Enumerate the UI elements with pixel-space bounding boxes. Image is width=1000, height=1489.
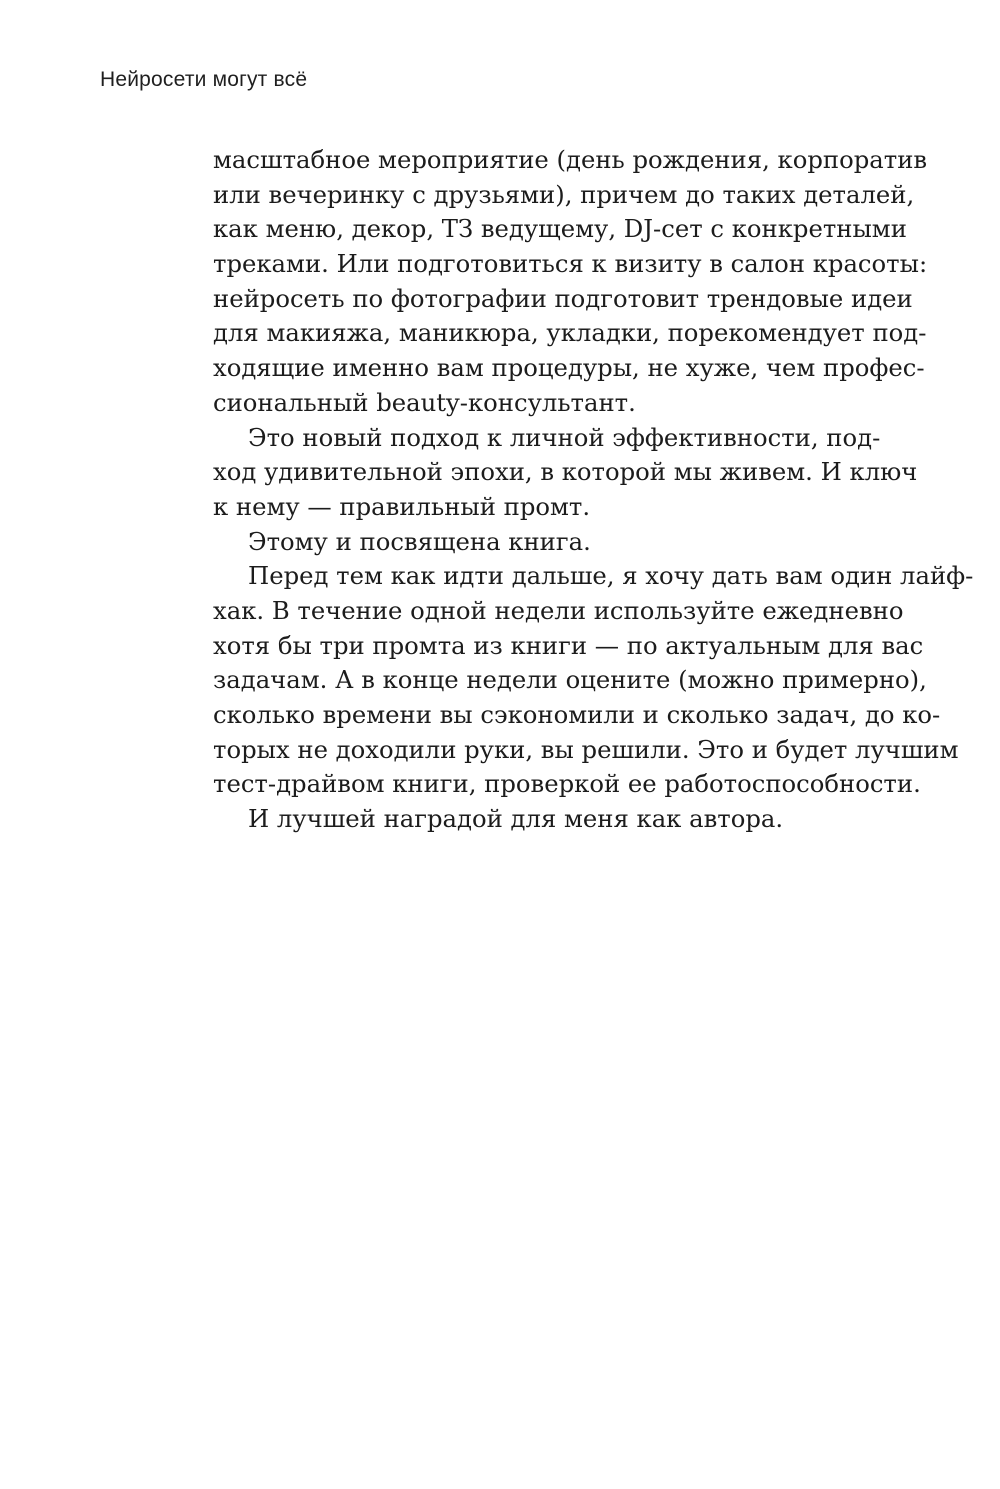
text-line: к нему — правильный промт.: [213, 491, 591, 521]
text-line: сколько времени вы сэкономили и сколько задач, до ко-: [213, 700, 941, 729]
text-line: треками. Или подготовиться к визиту в салон красоты:: [213, 249, 928, 279]
text-line: хотя бы три промта из книги — по актуальным для вас: [213, 630, 924, 660]
text-line: масштабное мероприятие (день рождения, корпоратив: [213, 145, 928, 174]
text-line: хак. В течение одной недели используйте ежедневно: [213, 595, 904, 625]
body-text: [213, 143, 974, 837]
text-line: ходящие именно вам процедуры, не хуже, чем профес-: [213, 353, 925, 383]
text-line: сиональный beauty-консультант.: [213, 387, 636, 417]
text-line: нейросеть по фотографии подготовит трендовые идеи: [213, 283, 913, 313]
text-line: Перед тем как идти дальше, я хочу дать вам один лайф-: [248, 561, 974, 591]
text-line: для макияжа, маникюра, укладки, порекомендует под-: [213, 318, 927, 348]
text-line: Этому и посвящена книга.: [248, 526, 591, 556]
running-head: Нейросети могут всё: [100, 68, 308, 91]
text-line: И лучшей наградой для меня как автора.: [248, 804, 784, 834]
text-line: Это новый подход к личной эффективности, под-: [248, 422, 881, 452]
text-line: задачам. А в конце недели оцените (можно примерно),: [213, 665, 927, 695]
text-line: как меню, декор, ТЗ ведущему, DJ-сет с конкретными: [213, 214, 907, 244]
text-line: тест-драйвом книги, проверкой ее работоспособности.: [213, 769, 921, 799]
text-line: торых не доходили руки, вы решили. Это и будет лучшим: [213, 734, 959, 764]
text-line: или вечеринку с друзьями), причем до таких деталей,: [213, 179, 915, 209]
text-line: ход удивительной эпохи, в которой мы живем. И ключ: [213, 457, 918, 487]
